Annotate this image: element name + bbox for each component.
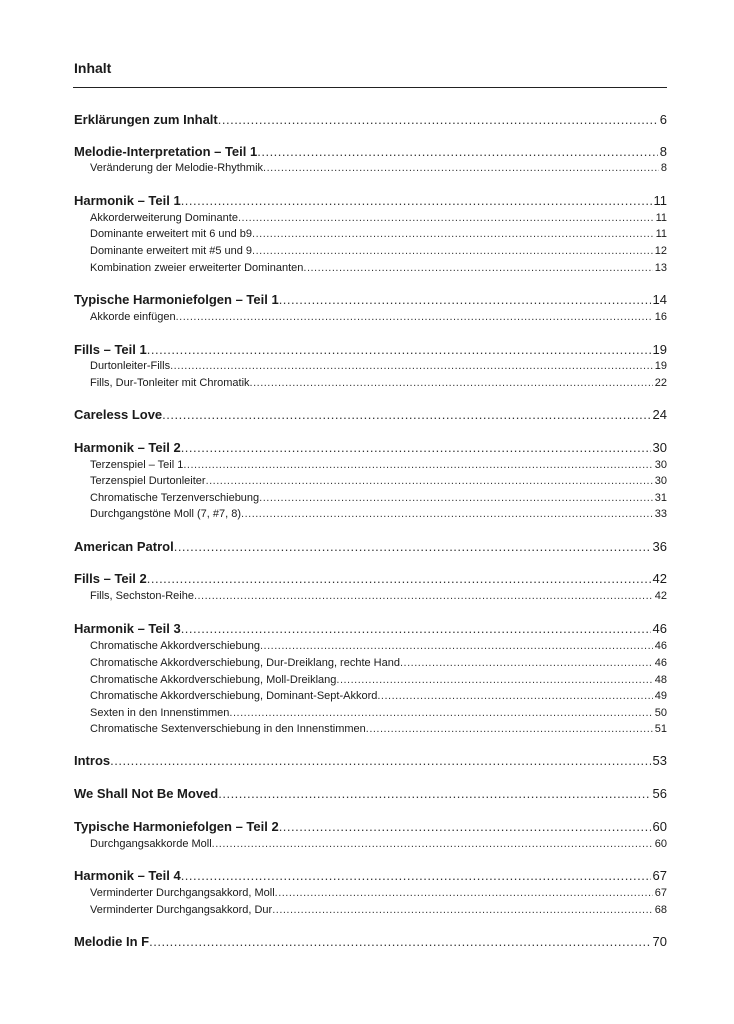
toc-section-entry[interactable] [74, 473, 667, 489]
toc-page-number: 36 [652, 539, 667, 554]
dot-leader [303, 260, 652, 276]
toc-section-entry[interactable] [74, 260, 667, 276]
toc-page-number: 13 [654, 262, 667, 274]
dot-leader [147, 570, 651, 588]
toc-entry-title: Intros [74, 753, 111, 768]
toc-entry-title: Durchgangstöne Moll (7, #7, 8) [90, 508, 242, 520]
dot-leader [259, 490, 653, 506]
dot-leader [279, 291, 651, 309]
dot-leader [181, 192, 652, 210]
dot-leader [218, 785, 650, 803]
dot-leader [194, 588, 653, 604]
dot-leader [183, 457, 652, 473]
toc-section-entry[interactable] [74, 655, 667, 671]
toc-entry-title: Melodie In F [74, 934, 150, 949]
dot-leader [174, 538, 651, 556]
toc-page-number: 12 [654, 245, 667, 257]
dot-leader [400, 655, 653, 671]
dot-leader [218, 111, 658, 129]
toc-entry-title: Veränderung der Melodie-Rhythmik [90, 162, 264, 174]
dot-leader [212, 836, 653, 852]
toc-page-number: 60 [654, 838, 667, 850]
toc-chapter-entry[interactable] [74, 143, 667, 161]
toc-page-number: 46 [654, 640, 667, 652]
toc-section-entry[interactable] [74, 672, 667, 688]
dot-leader [181, 439, 651, 457]
dot-leader [241, 506, 653, 522]
toc-chapter-entry[interactable] [74, 620, 667, 638]
toc-chapter-entry[interactable] [74, 439, 667, 457]
dot-leader [206, 473, 653, 489]
toc-page-number: 49 [654, 690, 667, 702]
toc-entry-title: Melodie-Interpretation – Teil 1 [74, 144, 258, 159]
dot-leader [162, 406, 650, 424]
toc-entry-title: Chromatische Akkordverschiebung, Dominant-Sept-Akkord [90, 690, 378, 702]
toc-page-number: 33 [654, 508, 667, 520]
toc-section-entry[interactable] [74, 243, 667, 259]
page-title: Inhalt [74, 60, 112, 76]
toc-entry-title: Verminderter Durchgangsakkord, Moll [90, 887, 275, 899]
dot-leader [252, 243, 653, 259]
toc-section-entry[interactable] [74, 490, 667, 506]
toc-page-number: 14 [652, 292, 667, 307]
toc-entry-title: Chromatische Akkordverschiebung, Dur-Dreiklang, rechte Hand [90, 657, 400, 669]
toc-entry-title: Erklärungen zum Inhalt [74, 112, 218, 127]
toc-entry-title: Sexten in den Innenstimmen [90, 707, 230, 719]
toc-entry-title: Terzenspiel – Teil 1 [90, 459, 184, 471]
toc-entry-title: Careless Love [74, 407, 163, 422]
toc-entry-title: Harmonik – Teil 4 [74, 868, 181, 883]
toc-entry-title: We Shall Not Be Moved [74, 786, 219, 801]
toc-section-entry[interactable] [74, 358, 667, 374]
dot-leader [279, 818, 651, 836]
toc-section-entry[interactable] [74, 705, 667, 721]
dot-leader [181, 620, 651, 638]
dot-leader [149, 933, 650, 951]
toc-page-number: 19 [652, 342, 667, 357]
dot-leader [176, 309, 653, 325]
toc-section-entry[interactable] [74, 375, 667, 391]
toc-entry-title: Dominante erweitert mit #5 und 9 [90, 245, 253, 257]
toc-entry-title: Fills – Teil 1 [74, 342, 147, 357]
toc-section-entry[interactable] [74, 638, 667, 654]
toc-entry-title: Fills – Teil 2 [74, 571, 147, 586]
toc-entry-title: Chromatische Akkordverschiebung, Moll-Dreiklang [90, 674, 337, 686]
toc-section-entry[interactable] [74, 836, 667, 852]
toc-entry-title: Verminderter Durchgangsakkord, Dur [90, 904, 273, 916]
dot-leader [260, 638, 653, 654]
toc-page-number: 67 [654, 887, 667, 899]
toc-entry-title: Chromatische Terzenverschiebung [90, 492, 260, 504]
toc-section-entry[interactable] [74, 210, 667, 226]
toc-section-entry[interactable] [74, 588, 667, 604]
toc-entry-title: Typische Harmoniefolgen – Teil 1 [74, 292, 279, 307]
toc-page-number: 8 [660, 162, 667, 174]
toc-entry-title: Akkorderweiterung Dominante [90, 212, 238, 224]
toc-chapter-entry[interactable] [74, 933, 667, 951]
toc-chapter-entry[interactable] [74, 341, 667, 359]
toc-page-number: 48 [654, 674, 667, 686]
toc-section-entry[interactable] [74, 160, 667, 176]
dot-leader [229, 705, 652, 721]
toc-entry-title: Kombination zweier erweiterter Dominanten [90, 262, 304, 274]
toc-page-number: 24 [652, 407, 667, 422]
toc-page-number: 8 [659, 144, 667, 159]
toc-chapter-entry[interactable] [74, 192, 667, 210]
toc-page-number: 16 [654, 311, 667, 323]
toc-chapter-entry[interactable] [74, 291, 667, 309]
toc-entry-title: Durchgangsakkorde Moll [90, 838, 212, 850]
dot-leader [147, 341, 651, 359]
toc-page-number: 6 [659, 112, 667, 127]
dot-leader [366, 721, 653, 737]
toc-page-number: 11 [653, 193, 667, 208]
toc-page-number: 42 [652, 571, 667, 586]
toc-entry-title: Chromatische Sextenverschiebung in den Innenstimmen [90, 723, 366, 735]
toc-page-number: 50 [654, 707, 667, 719]
toc-chapter-entry[interactable] [74, 785, 667, 803]
toc-page-number: 11 [655, 212, 667, 224]
toc-section-entry[interactable] [74, 506, 667, 522]
toc-chapter-entry[interactable] [74, 406, 667, 424]
toc-section-entry[interactable] [74, 688, 667, 704]
toc-page-number: 60 [652, 819, 667, 834]
toc-page-number: 67 [652, 868, 667, 883]
toc-page-number: 56 [652, 786, 667, 801]
dot-leader [377, 688, 652, 704]
toc-chapter-entry[interactable] [74, 111, 667, 129]
toc-page-number: 19 [654, 360, 667, 372]
toc-entry-title: Fills, Sechston-Reihe [90, 590, 194, 602]
toc-page-number: 30 [654, 459, 667, 471]
toc-page-number: 22 [654, 377, 667, 389]
toc-entry-title: Akkorde einfügen [90, 311, 176, 323]
toc-page-number: 42 [654, 590, 667, 602]
toc-entry-title: Chromatische Akkordverschiebung [90, 640, 260, 652]
dot-leader [336, 672, 652, 688]
dot-leader [170, 358, 653, 374]
toc-section-entry[interactable] [74, 721, 667, 737]
toc-page-number: 30 [652, 440, 667, 455]
toc-chapter-entry[interactable] [74, 538, 667, 556]
toc-entry-title: Fills, Dur-Tonleiter mit Chromatik [90, 377, 250, 389]
toc-section-entry[interactable] [74, 226, 667, 242]
toc-page-number: 68 [654, 904, 667, 916]
dot-leader [272, 902, 653, 918]
dot-leader [181, 867, 651, 885]
toc-page-number: 46 [654, 657, 667, 669]
toc-section-entry[interactable] [74, 457, 667, 473]
dot-leader [257, 143, 658, 161]
dot-leader [275, 885, 653, 901]
toc-page-number: 11 [655, 228, 667, 240]
toc-page-number: 51 [654, 723, 667, 735]
toc-chapter-entry[interactable] [74, 570, 667, 588]
toc-entry-title: Harmonik – Teil 3 [74, 621, 181, 636]
toc-entry-title: American Patrol [74, 539, 174, 554]
dot-leader [263, 160, 659, 176]
toc-entry-title: Dominante erweitert mit 6 und b9 [90, 228, 253, 240]
toc-page-number: 53 [652, 753, 667, 768]
toc-page-number: 31 [654, 492, 667, 504]
toc-chapter-entry[interactable] [74, 867, 667, 885]
toc-section-entry[interactable] [74, 902, 667, 918]
toc-entry-title: Durtonleiter-Fills [90, 360, 171, 372]
toc-section-entry[interactable] [74, 309, 667, 325]
toc-entry-title: Harmonik – Teil 2 [74, 440, 181, 455]
toc-entry-title: Terzenspiel Durtonleiter [90, 475, 206, 487]
toc-page-number: 46 [652, 621, 667, 636]
toc-entry-title: Typische Harmoniefolgen – Teil 2 [74, 819, 279, 834]
dot-leader [250, 375, 653, 391]
toc-entry-title: Harmonik – Teil 1 [74, 193, 181, 208]
toc-chapter-entry[interactable] [74, 752, 667, 770]
dot-leader [238, 210, 654, 226]
toc-section-entry[interactable] [74, 885, 667, 901]
toc-page-number: 30 [654, 475, 667, 487]
title-divider [73, 87, 667, 88]
toc-page-number: 70 [652, 934, 667, 949]
dot-leader [110, 752, 650, 770]
toc-chapter-entry[interactable] [74, 818, 667, 836]
dot-leader [252, 226, 654, 242]
